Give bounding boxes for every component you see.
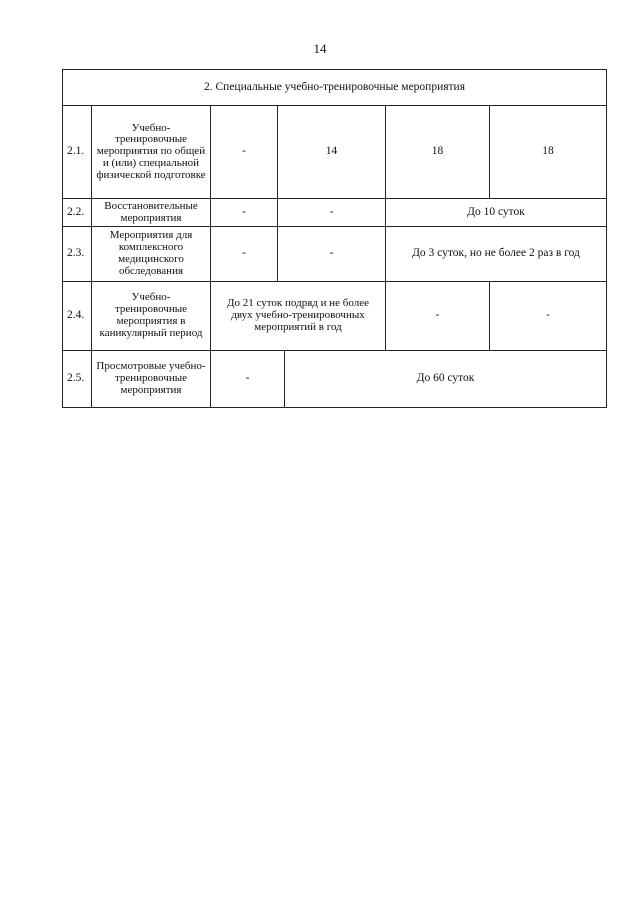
table-cell: - — [277, 198, 385, 226]
table-cell: До 60 суток — [284, 350, 607, 408]
table-cell: - — [210, 226, 277, 281]
row-number: 2.2. — [62, 198, 91, 226]
event-name: Учебно-тренировочные мероприятия в каникулярный период — [91, 281, 210, 350]
table-cell: До 21 суток подряд и не более двух учебно-тренировочных мероприятий в год — [210, 281, 385, 350]
table-cell: 18 — [385, 105, 489, 198]
row-number: 2.1. — [62, 105, 91, 198]
event-name: Просмотровые учебно-тренировочные мероприятия — [91, 350, 210, 408]
row-number: 2.3. — [62, 226, 91, 281]
table-cell: До 3 суток, но не более 2 раз в год — [385, 226, 607, 281]
table-cell: - — [210, 105, 277, 198]
row-number: 2.4. — [62, 281, 91, 350]
training-events-table — [62, 69, 607, 408]
table-cell: - — [210, 350, 284, 408]
table-cell: До 10 суток — [385, 198, 607, 226]
table-cell: 14 — [277, 105, 385, 198]
table-cell: - — [210, 198, 277, 226]
section-title: 2. Специальные учебно-тренировочные мероприятия — [62, 69, 607, 105]
table-cell: 18 — [489, 105, 607, 198]
row-number: 2.5. — [62, 350, 91, 408]
event-name: Мероприятия для комплексного медицинского обследования — [91, 226, 210, 281]
table-cell: - — [277, 226, 385, 281]
table-cell: - — [489, 281, 607, 350]
table-cell: - — [385, 281, 489, 350]
event-name: Учебно-тренировочные мероприятия по общей и (или) специальной физической подготовке — [91, 105, 210, 198]
page-number: 14 — [313, 41, 327, 56]
event-name: Восстановительные мероприятия — [91, 198, 210, 226]
